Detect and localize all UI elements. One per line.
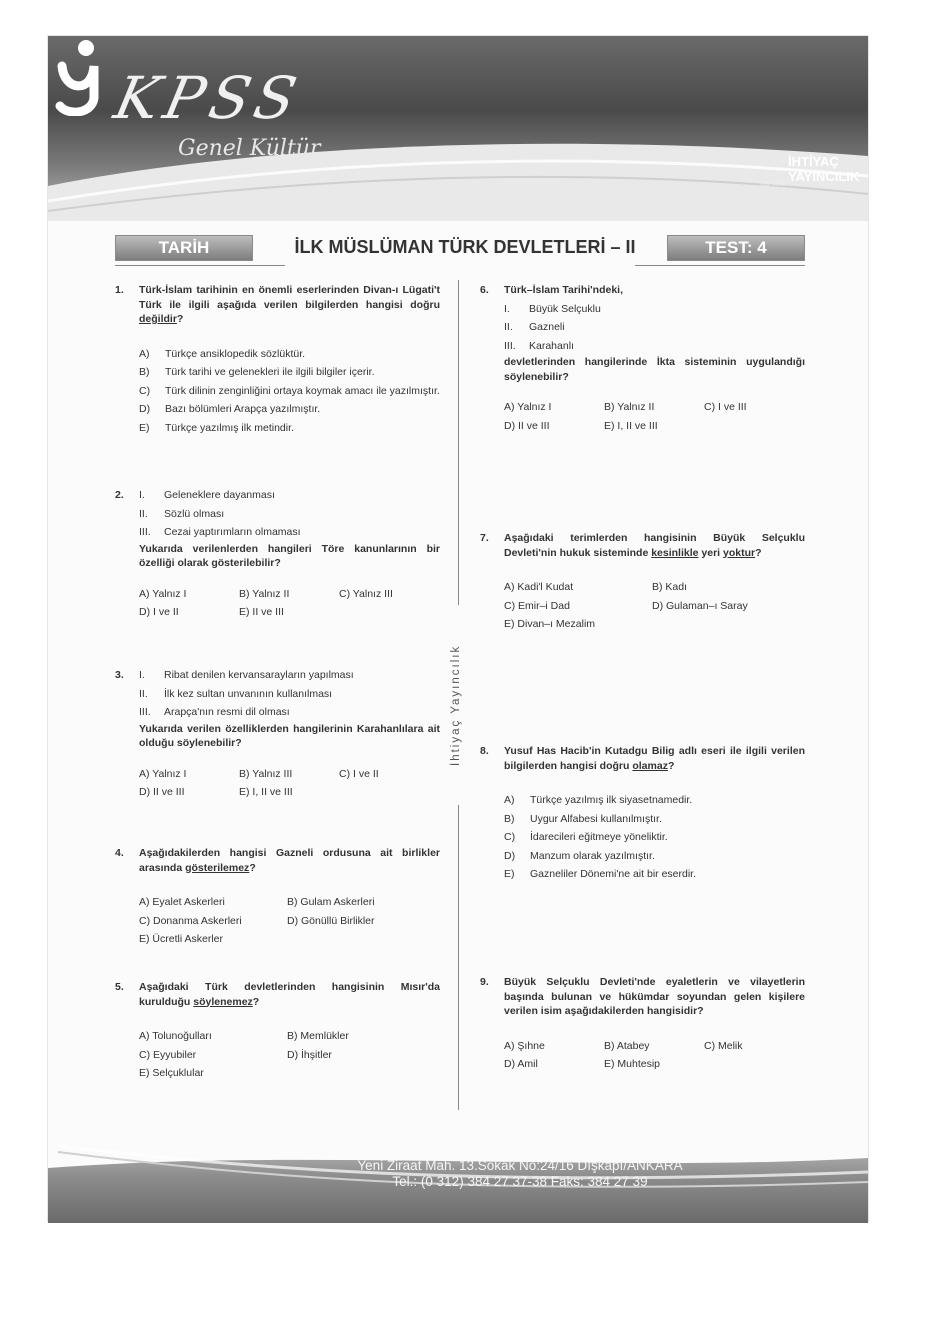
options-grid — [139, 767, 440, 800]
column-divider — [450, 280, 462, 1110]
question-4 — [115, 846, 440, 947]
list-item: II. İlk kez sultan unvanının kullanılması — [139, 687, 333, 700]
option-b[interactable]: B) Uygur Alfabesi kullanılmıştır. — [504, 812, 662, 825]
option-c[interactable]: C) Emir–i Dad — [504, 599, 570, 612]
option-c[interactable]: C) I ve II — [339, 767, 379, 780]
option-d[interactable]: D) I ve II — [139, 606, 179, 618]
question-number: 4. — [115, 847, 124, 859]
publisher-line2: YAYINCILIK — [788, 169, 860, 184]
option-e[interactable]: E) Ücretli Askerler — [139, 933, 224, 945]
option-a[interactable]: A) Eyalet Askerleri — [139, 896, 225, 908]
option-c[interactable]: C) İdarecileri eğitmeye yöneliktir. — [504, 831, 668, 843]
option-b[interactable]: B) Türk tarihi ve gelenekleri ile ilgili bilgiler içerir. — [139, 366, 375, 378]
footer-banner — [48, 1138, 868, 1223]
option-e[interactable]: E) Divan–ı Mezalim — [504, 618, 596, 630]
option-a[interactable]: A) Türkçe ansiklopedik sözlüktür. — [139, 347, 306, 360]
option-d[interactable]: D) Gulaman–ı Saray — [652, 599, 748, 612]
question-5 — [115, 980, 440, 1081]
question-6 — [480, 283, 805, 433]
question-number: 5. — [115, 981, 124, 993]
question-number: 9. — [480, 976, 489, 988]
option-d[interactable]: D) Bazı bölümleri Arapça yazılmıştır. — [139, 403, 321, 415]
title-underline-left — [115, 259, 285, 266]
option-b[interactable]: B) Yalnız II — [604, 401, 655, 413]
option-a[interactable]: A) Yalnız I — [139, 587, 187, 600]
option-e[interactable]: E) Gazneliler Dönemi'ne ait bir eserdir. — [504, 868, 696, 880]
options-grid — [139, 895, 440, 947]
options-list — [504, 793, 805, 882]
question-stem: Türk-İslam tarihinin en önemli eserlerinden Divan-ı Lügati't Türk ile ilgili aşağıda verilen bilgilerden hangisi doğru değildir? — [139, 284, 440, 325]
option-b[interactable]: B) Atabey — [604, 1039, 650, 1052]
question-stem: Yukarıda verilen özelliklerden hangilerinin Karahanlılara ait olduğu söylenebilir? — [139, 722, 440, 749]
question-9 — [480, 975, 805, 1072]
question-stem: Aşağıdaki Türk devletlerinden hangisinin Mısır'da kurulduğu söylenemez? — [139, 981, 440, 1008]
list-item: I. Büyük Selçuklu — [504, 302, 601, 315]
option-b[interactable]: B) Yalnız II — [239, 587, 290, 600]
list-item: III. Arapça'nın resmi dil olması — [139, 706, 290, 718]
option-d[interactable]: D) İhşitler — [287, 1048, 332, 1061]
question-number: 3. — [115, 669, 124, 681]
option-c[interactable]: C) Melik — [704, 1039, 743, 1052]
option-e[interactable]: E) II ve III — [239, 606, 284, 618]
list-item: III. Cezai yaptırımların olmaması — [139, 526, 301, 538]
option-d[interactable]: D) Amil — [504, 1058, 538, 1070]
option-c[interactable]: C) Yalnız III — [339, 587, 393, 600]
option-c[interactable]: C) Eyyubiler — [139, 1048, 197, 1061]
option-d[interactable]: D) Manzum olarak yazılmıştır. — [504, 849, 655, 862]
page-title: İLK MÜSLÜMAN TÜRK DEVLETLERİ – II — [294, 237, 636, 257]
options-list — [139, 347, 440, 436]
question-stem: devletlerinden hangilerinde İkta sisteminin uygulandığı söylenebilir? — [504, 356, 805, 383]
option-e[interactable]: E) Türkçe yazılmış ilk metindir. — [139, 421, 294, 434]
divider-label: İhtiyaç Yayıncılık — [450, 605, 467, 805]
iso-badge: ISO 9001 — [760, 182, 786, 188]
question-stem: Büyük Selçuklu Devleti'nde eyaletlerin ve vilayetlerin başında bulunan ve hükümdar soyundan gelen kişilere verilen isim aşağıdakilerden hangisidir? — [504, 976, 805, 1017]
publisher-line1: İHTİYAÇ — [788, 154, 839, 169]
options-grid — [504, 580, 805, 632]
list-item: I. Ribat denilen kervansarayların yapılması — [139, 669, 354, 681]
footer-contact — [310, 1158, 730, 1190]
option-a[interactable]: A) Kadi'l Kudat — [504, 581, 574, 593]
brand-subtitle: Genel Kültür — [178, 136, 321, 161]
question-number: 6. — [480, 284, 489, 296]
question-stem: Yusuf Has Hacib'in Kutadgu Bilig adlı eseri ile ilgili verilen bilgilerden hangisi doğru olamaz? — [504, 745, 805, 772]
option-c[interactable]: C) Donanma Askerleri — [139, 914, 242, 927]
publisher-logo-icon — [48, 36, 104, 116]
option-e[interactable]: E) I, II ve III — [604, 419, 658, 432]
list-item: II. Sözlü olması — [139, 507, 225, 520]
options-grid — [504, 1039, 805, 1072]
option-e[interactable]: E) I, II ve III — [239, 786, 293, 798]
option-c[interactable]: C) I ve III — [704, 401, 747, 413]
question-8 — [480, 744, 805, 882]
header-banner — [48, 36, 868, 221]
option-d[interactable]: D) Gönüllü Birlikler — [287, 914, 375, 927]
question-number: 8. — [480, 745, 489, 757]
left-column — [115, 283, 440, 1103]
option-c[interactable]: C) Türk dilinin zenginliğini ortaya koymak amacı ile yazılmıştır. — [139, 384, 440, 397]
list-item: I. Geleneklere dayanması — [139, 489, 275, 501]
footer-phone: Tel.: (0 312) 384 27 37-38 Faks: 384 27 39 — [392, 1174, 648, 1189]
option-d[interactable]: D) II ve III — [139, 786, 185, 798]
list-item: II. Gazneli — [504, 321, 565, 333]
question-3 — [115, 668, 440, 800]
option-b[interactable]: B) Gulam Askerleri — [287, 896, 375, 908]
option-e[interactable]: E) Muhtesip — [604, 1058, 661, 1070]
option-b[interactable]: B) Yalnız III — [239, 767, 293, 780]
options-grid — [139, 587, 440, 620]
question-stem: Aşağıdakilerden hangisi Gazneli ordusuna ait birlikler arasında gösterilemez? — [139, 847, 440, 874]
subject-tag: TARİH — [115, 235, 253, 261]
brand-logo: KPSS — [108, 64, 309, 132]
question-stem: Yukarıda verilenlerden hangileri Töre kanunlarının bir özelliği olarak gösterilebilir? — [139, 542, 440, 569]
option-e[interactable]: E) Selçuklular — [139, 1067, 204, 1079]
question-stem: Aşağıdaki terimlerden hangisinin Büyük Selçuklu Devleti'nin hukuk sisteminde kesinlikle yeri yoktur? — [504, 532, 805, 559]
option-a[interactable]: A) Şıhne — [504, 1039, 545, 1052]
option-a[interactable]: A) Yalnız I — [504, 401, 552, 413]
option-b[interactable]: B) Kadı — [652, 581, 688, 593]
question-number: 2. — [115, 489, 124, 501]
test-tag: TEST: 4 — [667, 235, 805, 261]
question-number: 1. — [115, 284, 124, 296]
right-column — [480, 283, 805, 1103]
options-grid — [139, 1029, 440, 1081]
option-b[interactable]: B) Memlükler — [287, 1030, 349, 1042]
option-a[interactable]: A) Yalnız I — [139, 767, 187, 780]
title-bar — [115, 235, 805, 267]
list-item: III. Karahanlı — [504, 339, 574, 352]
options-grid — [504, 400, 805, 433]
question-2 — [115, 488, 440, 620]
footer-address: Yeni Ziraat Mah. 13.Sokak No:24/16 Dışkapı/ANKARA — [357, 1158, 683, 1173]
publisher-name — [788, 154, 868, 184]
question-7 — [480, 531, 805, 632]
question-number: 7. — [480, 532, 489, 544]
title-underline-right — [635, 259, 805, 266]
option-a[interactable]: A) Türkçe yazılmış ilk siyasetnamedir. — [504, 794, 693, 806]
question-1 — [115, 283, 440, 435]
option-a[interactable]: A) Tolunoğulları — [139, 1030, 212, 1042]
question-intro: Türk–İslam Tarihi'ndeki, — [504, 284, 624, 296]
option-d[interactable]: D) II ve III — [504, 419, 550, 432]
